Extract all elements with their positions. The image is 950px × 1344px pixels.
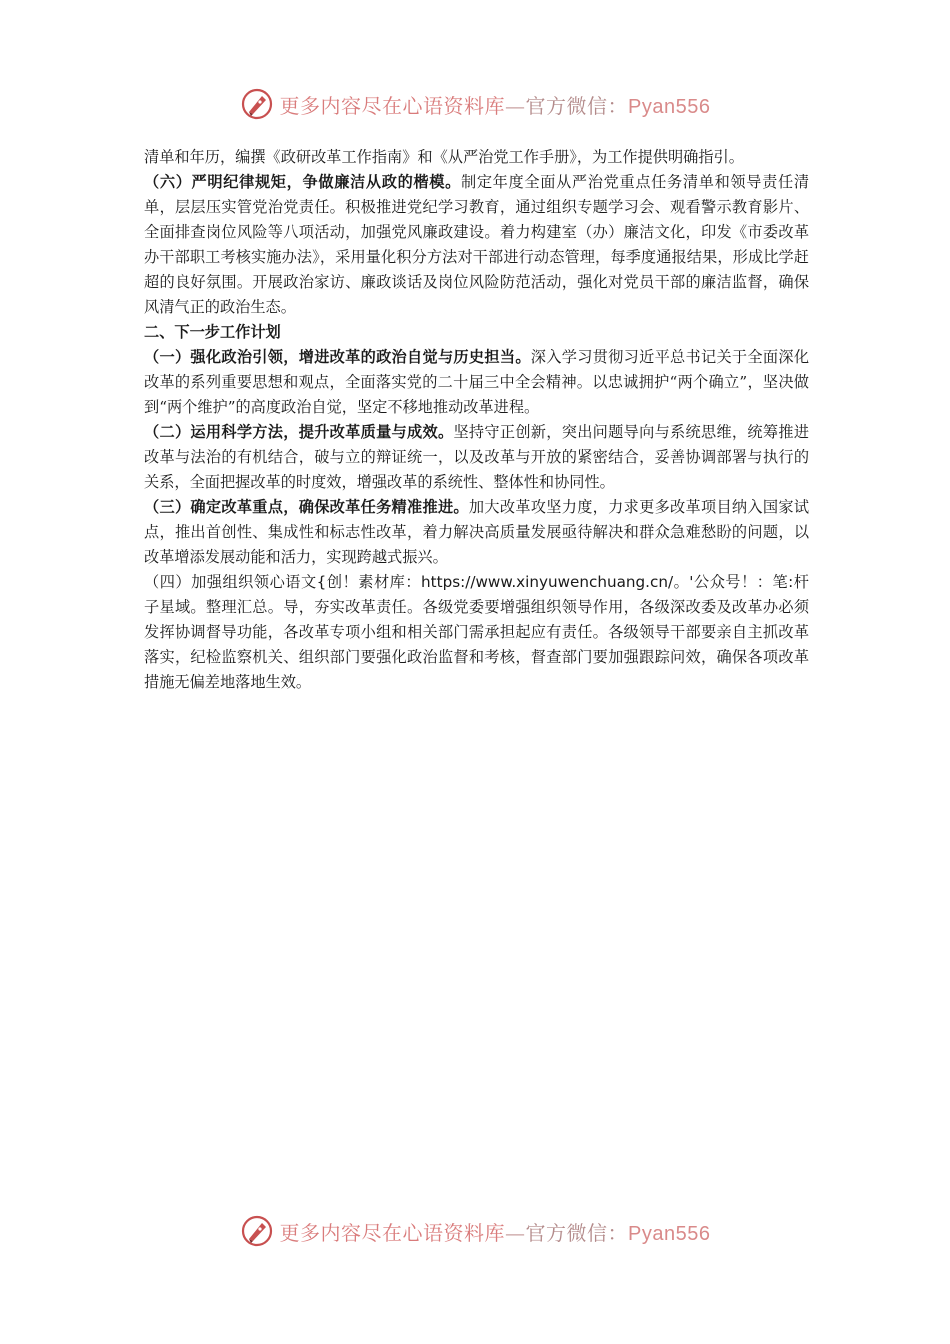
header-banner	[0, 84, 950, 124]
header-wechat-label: 官方微信：	[525, 93, 629, 118]
pen-nib-logo-icon	[240, 87, 274, 121]
part-two-heading: 二、下一步工作计划	[144, 323, 281, 341]
plan-three-heading: （三）确定改革重点，确保改革任务精准推进。	[144, 498, 469, 516]
plan-one-heading: （一）强化政治引领，增进改革的政治自觉与历史担当。	[144, 348, 531, 366]
header-banner-text	[280, 90, 711, 119]
section-six-heading: （六）严明纪律规矩，争做廉洁从政的楷模。	[144, 173, 461, 191]
header-banner-inner	[240, 87, 711, 121]
footer-banner-inner	[240, 1214, 711, 1248]
plan-two-heading: （二）运用科学方法，提升改革质量与成效。	[144, 423, 454, 441]
footer-wechat-id: Pyan556	[628, 1222, 711, 1245]
plan-three-paragraph	[144, 495, 809, 570]
plan-one-text: 深入学习贯彻习近平总书记关于全面深化改革的系列重要思想和观点，全面落实党的二十届三中全会精神。以忠诚拥护“两个确立”，坚决做到“两个维护”的高度政治自觉，坚定不移地推动改革进程。	[144, 348, 810, 416]
plan-one-paragraph	[144, 345, 809, 420]
continuation-line: 清单和年历，编撰《政研改革工作指南》和《从严治党工作手册》，为工作提供明确指引。	[144, 148, 744, 166]
plan-two-text: 坚持守正创新，突出问题导向与系统思维，统筹推进改革与法治的有机结合，破与立的辩证统一，以及改革与开放的紧密结合，妥善协调部署与执行的关系，全面把握改革的时度效，增强改革的系统性、整体性和协同性。	[144, 423, 810, 491]
header-banner-title: 更多内容尽在心语资料库	[279, 93, 506, 118]
section-six-paragraph	[144, 170, 809, 320]
header-wechat-id: Pyan556	[628, 95, 711, 118]
footer-banner-text	[280, 1217, 711, 1246]
pen-nib-logo-icon	[240, 1214, 274, 1248]
footer-banner-title: 更多内容尽在心语资料库	[279, 1220, 506, 1245]
footer-banner-separator: —	[505, 1220, 526, 1245]
plan-two-paragraph	[144, 420, 809, 495]
header-banner-separator: —	[505, 93, 526, 118]
document-body	[144, 145, 809, 695]
section-six-text: 制定年度全面从严治党重点任务清单和领导责任清单，层层压实管党治党责任。积极推进党纪学习教育，通过组织专题学习会、观看警示教育影片、全面排查岗位风险等八项活动，加强党风廉政建设。着力构建室（办）廉洁文化，印发《市委改革办干部职工考核实施办法》，采用量化积分方法对干部进行动态管理，每季度通报结果，形成比学赶超的良好氛围。开展政治家访、廉政谈话及岗位风险防范活动，强化对党员干部的廉洁监督，确保风清气正的政治生态。	[144, 173, 810, 316]
plan-three-text: 加大改革攻坚力度，力求更多改革项目纳入国家试点，推出首创性、集成性和标志性改革，着力解决高质量发展亟待解决和群众急难愁盼的问题，以改革增添发展动能和活力，实现跨越式振兴。	[144, 498, 809, 566]
footer-wechat-label: 官方微信：	[525, 1220, 629, 1245]
plan-four-paragraph: （四）加强组织领心语文{创！素材库：https://www.xinyuwenchuang.cn/。'公众号！：笔:杆子星域。整理汇总。导，夯实改革责任。各级党委要增强组织领导作用，各级深改委及改革办必须发挥协调督导功能，各改革专项小组和相关部门需承担起应有责任。各级领导干部要亲自主抓改革落实，纪检监察机关、组织部门要强化政治监督和考核，督查部门要加强跟踪问效，确保各项改革措施无偏差地落地生效。	[144, 573, 809, 691]
footer-banner	[0, 1211, 950, 1251]
